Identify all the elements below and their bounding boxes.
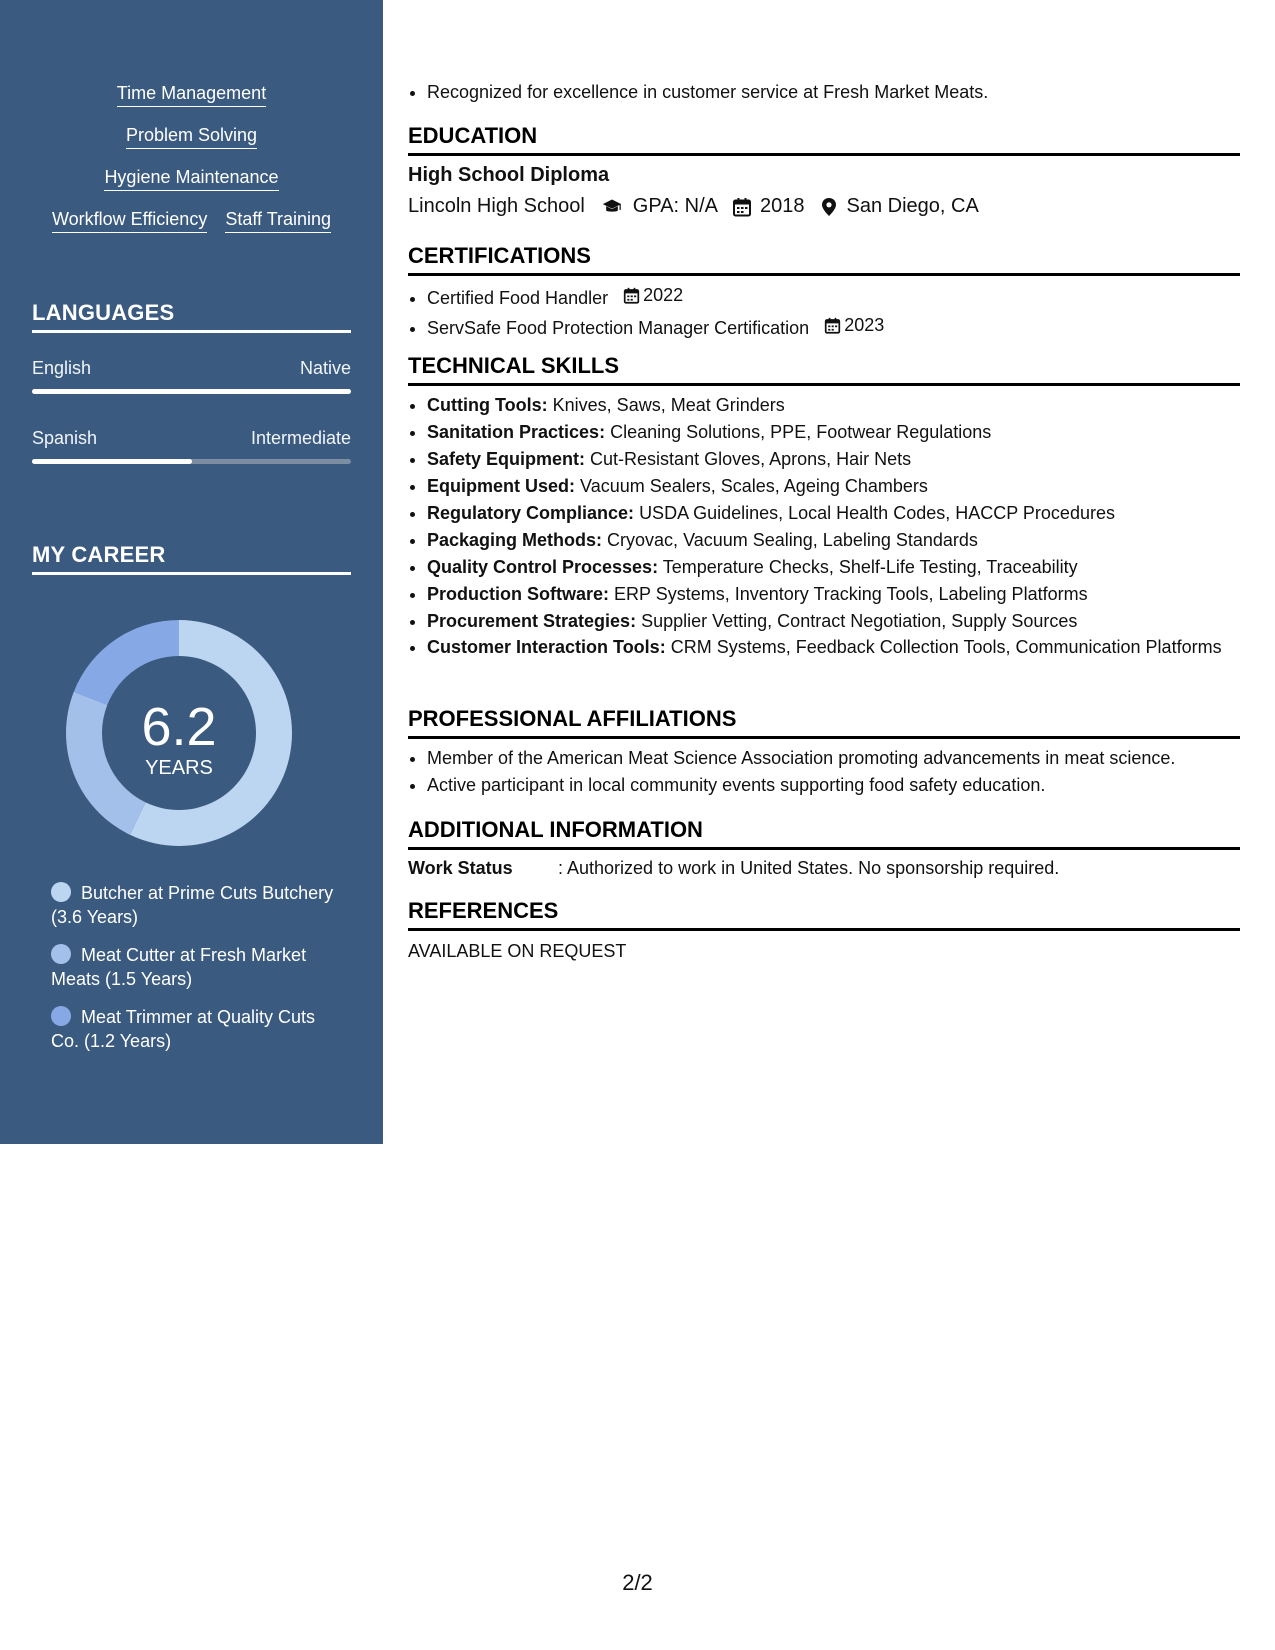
location-pin-icon (819, 197, 839, 217)
skill-category: Packaging Methods: (427, 530, 603, 550)
skill-tag[interactable]: Staff Training (225, 208, 331, 233)
affiliations-list (408, 745, 1259, 799)
list-item: • Active participant in local community events supporting food safety education. (427, 772, 1259, 799)
skill-tag[interactable]: Hygiene Maintenance (104, 166, 278, 191)
skill-row (0, 166, 383, 191)
additional-info-heading: ADDITIONAL INFORMATION (408, 817, 1240, 850)
education-degree: High School Diploma (408, 164, 610, 186)
education-location: San Diego, CA (846, 195, 979, 217)
language-bar (32, 459, 351, 464)
skill-values: Cleaning Solutions, PPE, Footwear Regulations (610, 422, 992, 442)
skill-values: Temperature Checks, Shelf-Life Testing, Traceability (662, 557, 1078, 577)
list-item (427, 282, 1259, 312)
work-status (408, 858, 1240, 879)
donut-segment (66, 692, 146, 835)
career-total: 6.2 (141, 697, 217, 757)
skill-category: Quality Control Processes: (427, 557, 659, 577)
list-item (427, 312, 1259, 342)
skill-category: Procurement Strategies: (427, 611, 637, 631)
list-item (427, 554, 1259, 581)
references-text: AVAILABLE ON REQUEST (408, 941, 627, 961)
certification-name: Certified Food Handler (427, 288, 609, 308)
language-spanish (32, 428, 351, 464)
language-name: Spanish (32, 428, 98, 448)
list-item (427, 392, 1259, 419)
skills-list (0, 82, 383, 250)
skill-category: Equipment Used: (427, 476, 576, 496)
skill-category: Cutting Tools: (427, 395, 548, 415)
language-name: English (32, 358, 92, 378)
calendar-icon (732, 197, 752, 217)
education-gpa: GPA: N/A (632, 195, 718, 217)
career-item (51, 943, 341, 991)
language-level: Native (299, 358, 351, 378)
list-item (427, 581, 1259, 608)
education-school: Lincoln High School (408, 195, 585, 217)
skill-values: CRM Systems, Feedback Collection Tools, Communication Platforms (670, 637, 1222, 657)
certification-year: 2023 (844, 315, 885, 335)
education-details (408, 195, 1240, 218)
skill-row (0, 82, 383, 107)
education-heading: EDUCATION (408, 123, 1240, 156)
career-item (51, 1005, 341, 1053)
calendar-icon (824, 317, 841, 334)
skill-values: Cryovac, Vacuum Sealing, Labeling Standards (607, 530, 978, 550)
skill-values: Cut-Resistant Gloves, Aprons, Hair Nets (590, 449, 912, 469)
career-label: Butcher at Prime Cuts Butchery (3.6 Years) (51, 883, 334, 927)
list-item: • Recognized for excellence in customer service at Fresh Market Meats. (427, 79, 1259, 106)
affiliations-heading: PROFESSIONAL AFFILIATIONS (408, 706, 1240, 739)
skill-category: Sanitation Practices: (427, 422, 606, 442)
career-label: Meat Trimmer at Quality Cuts Co. (1.2 Years) (51, 1007, 316, 1051)
languages-heading: LANGUAGES (32, 300, 351, 333)
work-status-value: : Authorized to work in United States. No sponsorship required. (558, 858, 1060, 878)
list-item (427, 635, 1259, 659)
language-english (32, 358, 351, 394)
career-heading: MY CAREER (32, 542, 351, 575)
skill-category: Customer Interaction Tools: (427, 637, 666, 657)
technical-skills-heading: TECHNICAL SKILLS (408, 353, 1240, 386)
work-status-label: Work Status (408, 858, 513, 878)
career-label: Meat Cutter at Fresh Market Meats (1.5 Years) (51, 945, 307, 989)
skill-tag[interactable]: Problem Solving (126, 124, 257, 149)
list-item (427, 446, 1259, 473)
calendar-icon (623, 287, 640, 304)
graduation-cap-icon (599, 197, 625, 217)
list-item: • Member of the American Meat Science Association promoting advancements in meat science. (427, 745, 1259, 772)
technical-skills-list (408, 392, 1259, 659)
achievement-list (408, 79, 1259, 106)
references-heading: REFERENCES (408, 898, 1240, 931)
skill-row (0, 208, 383, 233)
list-item (427, 419, 1259, 446)
skill-values: Supplier Vetting, Contract Negotiation, Supply Sources (641, 611, 1078, 631)
skill-values: Vacuum Sealers, Scales, Ageing Chambers (580, 476, 928, 496)
skill-values: USDA Guidelines, Local Health Codes, HACCP Procedures (639, 503, 1115, 523)
skill-row (0, 124, 383, 149)
legend-dot-icon (51, 882, 71, 902)
list-item (427, 500, 1259, 527)
page-number: 2/2 (622, 1570, 653, 1595)
education-entry (408, 164, 1240, 218)
skill-category: Regulatory Compliance: (427, 503, 635, 523)
skill-category: Production Software: (427, 584, 610, 604)
skill-values: Knives, Saws, Meat Grinders (552, 395, 785, 415)
donut-segment (74, 620, 179, 705)
list-item (427, 527, 1259, 554)
language-bar (32, 389, 351, 394)
list-item (427, 473, 1259, 500)
certifications-heading: CERTIFICATIONS (408, 243, 1240, 276)
education-year: 2018 (760, 195, 805, 217)
skill-category: Safety Equipment: (427, 449, 586, 469)
legend-dot-icon (51, 944, 71, 964)
sidebar (0, 0, 383, 1144)
skill-tag[interactable]: Workflow Efficiency (52, 208, 207, 233)
certifications-list (408, 282, 1259, 342)
certification-name: ServSafe Food Protection Manager Certification (427, 318, 810, 338)
legend-dot-icon (51, 1006, 71, 1026)
language-bar-fill (32, 459, 192, 464)
career-unit: YEARS (145, 757, 213, 779)
language-level: Intermediate (250, 428, 351, 448)
language-bar-fill (32, 389, 351, 394)
skill-tag[interactable]: Time Management (117, 82, 266, 107)
list-item (427, 608, 1259, 635)
career-item (51, 881, 341, 929)
career-donut-chart (66, 620, 292, 846)
certification-year: 2022 (643, 285, 684, 305)
skill-values: ERP Systems, Inventory Tracking Tools, Labeling Platforms (614, 584, 1088, 604)
